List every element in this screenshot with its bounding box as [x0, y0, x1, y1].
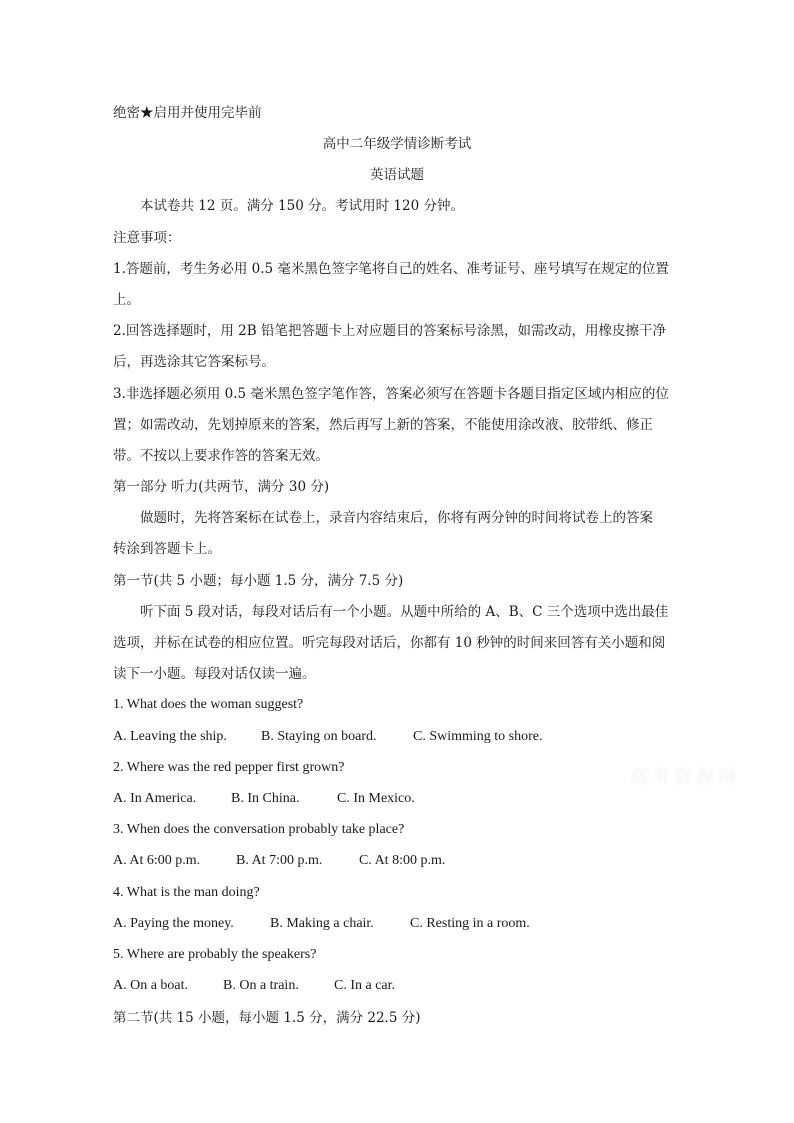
- note-line: 后，再选涂其它答案标号。: [113, 354, 275, 370]
- option-c: C. Swimming to shore.: [413, 729, 543, 744]
- note-line: 上。: [113, 292, 140, 308]
- subject-title: 英语试题: [370, 167, 424, 183]
- option-c: C. In Mexico.: [337, 791, 415, 806]
- option-b: B. Staying on board.: [261, 729, 377, 744]
- option-c: C. Resting in a room.: [410, 916, 530, 931]
- note-line: 2.回答选择题时，用 2B 铅笔把答题卡上对应题目的答案标号涂黑，如需改动，用橡皮擦干净: [113, 323, 666, 339]
- note-line: 1.答题前，考生务必用 0.5 毫米黑色签字笔将自己的姓名、准考证号、座号填写在规定的位置: [113, 261, 669, 277]
- question-stem: 1. What does the woman suggest?: [113, 697, 304, 712]
- question-stem: 2. Where was the red pepper first grown?: [113, 760, 345, 775]
- section2-heading: 第二节(共 15 小题，每小题 1.5 分，满分 22.5 分): [113, 1010, 421, 1026]
- section1-instruction: 听下面 5 段对话，每段对话后有一个小题。从题中所给的 A、B、C 三个选项中选出最佳: [140, 604, 669, 620]
- watermark: 高考资源网: [630, 767, 740, 788]
- question-stem: 3. When does the conversation probably take place?: [113, 822, 405, 837]
- option-a: A. At 6:00 p.m.: [113, 853, 201, 868]
- note-line: 置；如需改动，先划掉原来的答案，然后再写上新的答案，不能使用涂改液、胶带纸、修正: [113, 417, 653, 433]
- part1-instruction: 转涂到答题卡上。: [113, 541, 221, 557]
- option-b: B. In China.: [231, 791, 300, 806]
- option-b: B. Making a chair.: [270, 916, 374, 931]
- question-stem: 4. What is the man doing?: [113, 885, 260, 900]
- option-b: B. On a train.: [223, 978, 299, 993]
- option-c: C. At 8:00 p.m.: [359, 853, 446, 868]
- option-a: A. On a boat.: [113, 978, 189, 993]
- option-a: A. In America.: [113, 791, 197, 806]
- note-line: 带。不按以上要求作答的答案无效。: [113, 448, 329, 464]
- exam-title: 高中二年级学情诊断考试: [322, 136, 472, 152]
- section1-instruction: 读下一小题。每段对话仅读一遍。: [113, 666, 316, 682]
- option-b: B. At 7:00 p.m.: [236, 853, 323, 868]
- option-c: C. In a car.: [334, 978, 396, 993]
- part1-instruction: 做题时，先将答案标在试卷上，录音内容结束后，你将有两分钟的时间将试卷上的答案: [140, 510, 653, 526]
- paper-intro: 本试卷共 12 页。满分 150 分。考试用时 120 分钟。: [140, 198, 464, 214]
- option-a: A. Paying the money.: [113, 916, 234, 931]
- part1-heading: 第一部分 听力(共两节，满分 30 分): [113, 479, 330, 495]
- notes-heading: 注意事项：: [113, 230, 181, 246]
- confidential-label: 绝密★启用并使用完毕前: [113, 105, 262, 121]
- section1-heading: 第一节(共 5 小题；每小题 1.5 分，满分 7.5 分): [113, 573, 404, 589]
- question-stem: 5. Where are probably the speakers?: [113, 947, 317, 962]
- section1-instruction: 选项，并标在试卷的相应位置。听完每段对话后，你都有 10 秒钟的时间来回答有关小题和阅: [113, 635, 666, 651]
- note-line: 3.非选择题必须用 0.5 毫米黑色签字笔作答，答案必须写在答题卡各题目指定区域内相应的位: [113, 386, 669, 402]
- option-a: A. Leaving the ship.: [113, 729, 227, 744]
